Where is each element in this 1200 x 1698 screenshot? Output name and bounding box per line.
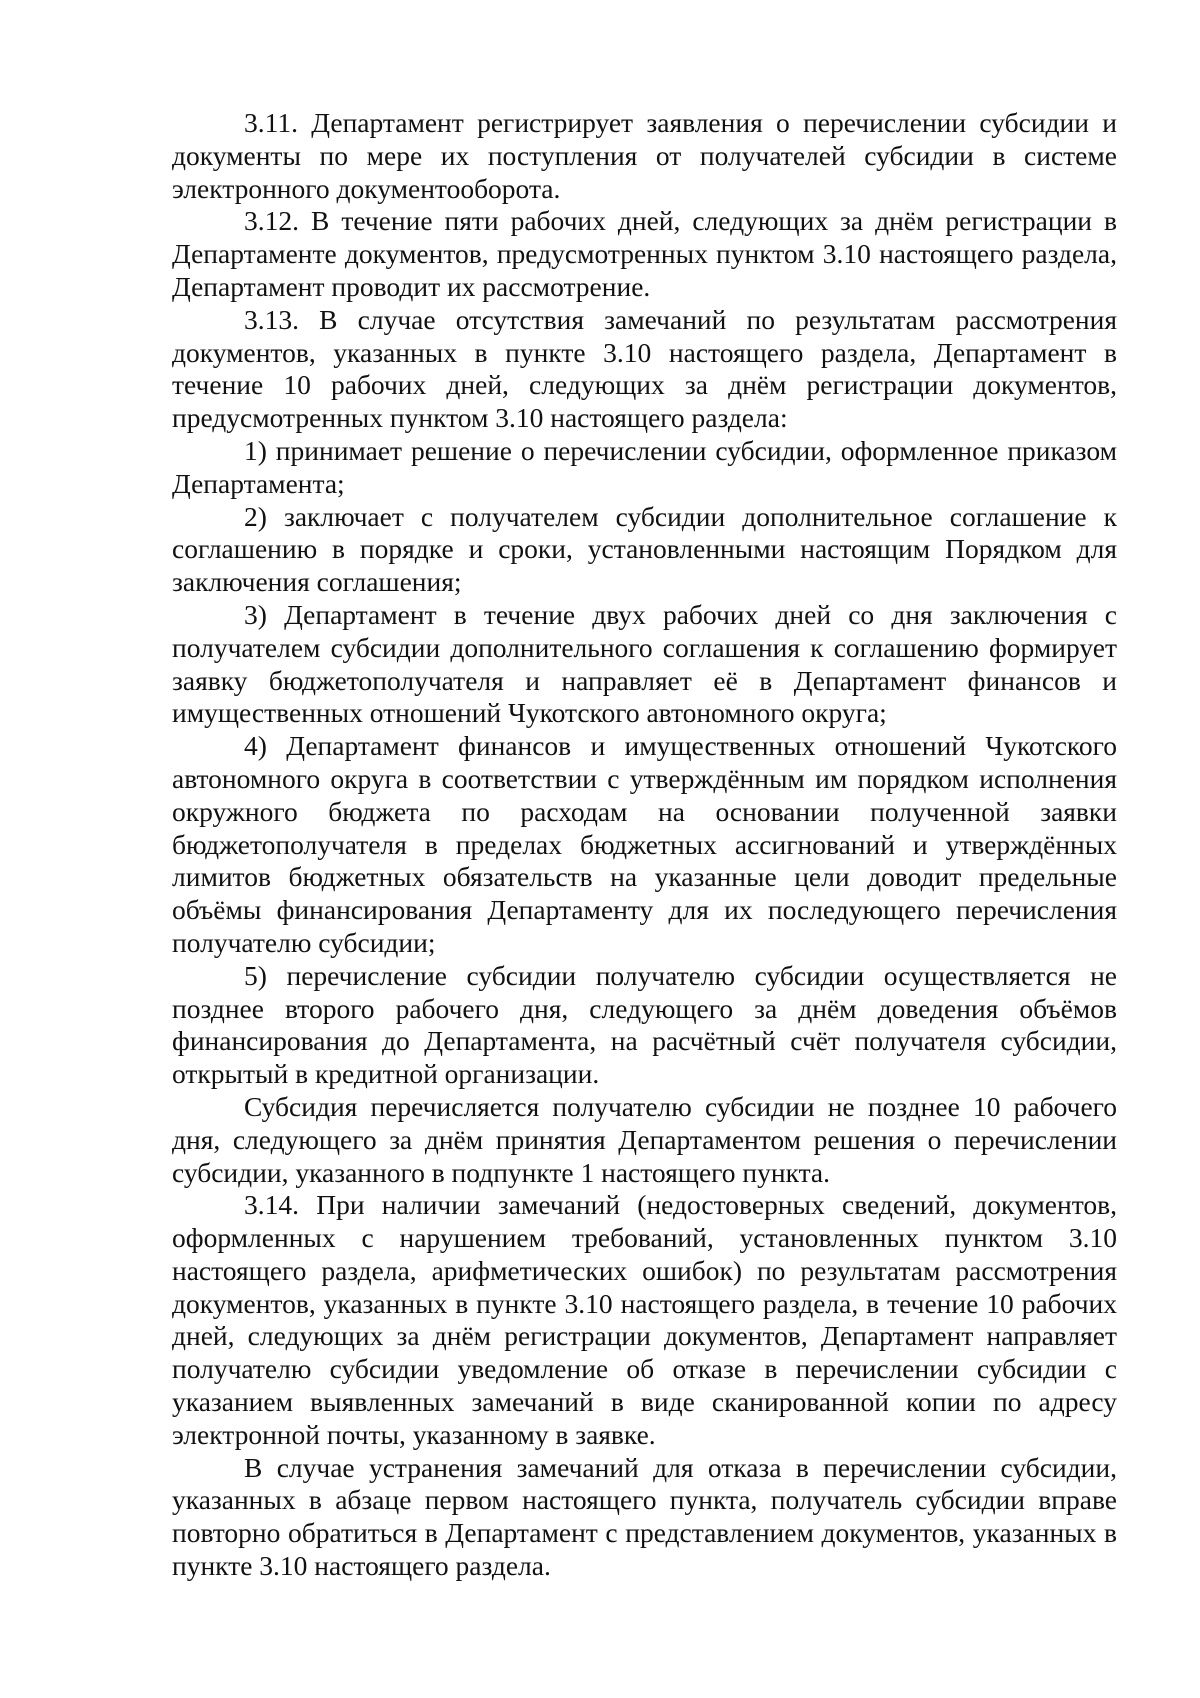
- subitem-4: 4) Департамент финансов и имущественных отношений Чукотского автономного округа в соответствии с утверждённым им порядком исполнения окружного бюджета по расходам на основании полученной заявки бюджетополучателя в пределах бюджетных ассигнований и утверждённых лимитов бюджетных обязательств на указанные цели доводит предельные объёмы финансирования Департаменту для их последующего перечисления получателю субсидии;: [172, 730, 1117, 958]
- paragraph-3-13: 3.13. В случае отсутствия замечаний по результатам рассмотрения документов, указанных в пункте 3.10 настоящего раздела, Департамент в течение 10 рабочих дней, следующих за днём регистрации документов, предусмотренных пунктом 3.10 настоящего раздела:: [172, 303, 1117, 434]
- subsidy-transfer-paragraph: Субсидия перечисляется получателю субсидии не позднее 10 рабочего дня, следующего за днём принятия Департаментом решения о перечислении субсидии, указанного в подпункте 1 настоящего пункта.: [172, 1090, 1117, 1188]
- paragraph-3-11: 3.11. Департамент регистрирует заявления о перечислении субсидии и документы по мере их поступления от получателей субсидии в системе электронного документооборота.: [172, 107, 1117, 204]
- paragraph-3-14: 3.14. При наличии замечаний (недостоверных сведений, документов, оформленных с нарушением требований, установленных пунктом 3.10 настоящего раздела, арифметических ошибок) по результатам рассмотрения документов, указанных в пункте 3.10 настоящего раздела, в течение 10 рабочих дней, следующих за днём регистрации документов, Департамент направляет получателю субсидии уведомление об отказе в перечислении субсидии с указанием выявленных замечаний в виде сканированной копии по адресу электронной почты, указанному в заявке.: [172, 1189, 1117, 1450]
- subitem-3: 3) Департамент в течение двух рабочих дней со дня заключения с получателем субсидии дополнительного соглашения к соглашению формирует заявку бюджетополучателя и направляет её в Департамент финансов и имущественных отношений Чукотского автономного округа;: [172, 598, 1117, 729]
- subitem-5: 5) перечисление субсидии получателю субсидии осуществляется не позднее второго рабочего дня, следующего за днём доведения объёмов финансирования до Департамента, на расчётный счёт получателя субсидии, открытый в кредитной организации.: [172, 959, 1117, 1090]
- document-page: [172, 107, 1117, 1583]
- remediation-paragraph: В случае устранения замечаний для отказа в перечислении субсидии, указанных в абзаце первом настоящего пункта, получатель субсидии вправе повторно обратиться в Департамент с представлением документов, указанных в пункте 3.10 настоящего раздела.: [172, 1451, 1117, 1582]
- paragraph-3-12: 3.12. В течение пяти рабочих дней, следующих за днём регистрации в Департаменте документов, предусмотренных пунктом 3.10 настоящего раздела, Департамент проводит их рассмотрение.: [172, 205, 1117, 302]
- subitem-2: 2) заключает с получателем субсидии дополнительное соглашение к соглашению в порядке и сроки, установленными настоящим Порядком для заключения соглашения;: [172, 500, 1117, 598]
- subitem-1: 1) принимает решение о перечислении субсидии, оформленное приказом Департамента;: [172, 434, 1117, 499]
